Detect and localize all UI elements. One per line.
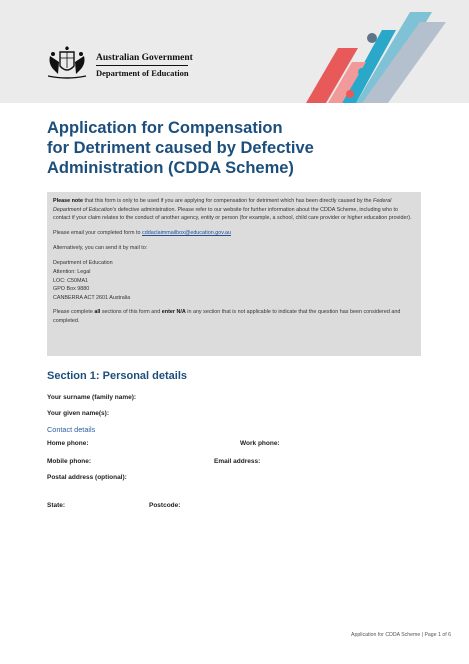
contact-details-heading: Contact details (47, 425, 96, 434)
page-title (47, 118, 427, 178)
government-name: Australian Government (96, 53, 193, 63)
department-name: Department of Education (96, 68, 189, 78)
address-line: GPO Box 9880 (53, 286, 90, 293)
header-banner (0, 0, 469, 103)
postcode-label: Postcode: (149, 502, 181, 509)
title-line: Application for Compensation (47, 119, 283, 137)
work-phone-label: Work phone: (240, 440, 280, 447)
section-1-title: Section 1: Personal details (47, 370, 187, 382)
mailing-address (53, 259, 415, 302)
address-line: Attention: Legal (53, 269, 91, 276)
title-line: Administration (CDDA Scheme) (47, 159, 294, 177)
home-phone-label: Home phone: (47, 440, 89, 447)
email-address-label: Email address: (214, 458, 261, 465)
email-paragraph: Please email your completed form to cddaclaimmailbox@education.gov.au (53, 230, 231, 237)
given-name-label: Your given name(s): (47, 410, 110, 417)
logo-divider (96, 65, 188, 66)
postal-address-label: Postal address (optional): (47, 474, 127, 481)
complete-paragraph: Please complete all sections of this form and enter N/A in any section that is not applicable to indicate that the question has been considered and completed. (53, 309, 401, 325)
state-label: State: (47, 502, 66, 509)
mail-paragraph: Alternatively, you can send it by mail to: (53, 245, 148, 252)
note-bold: Please note (53, 198, 83, 204)
email-link[interactable]: cddaclaimmailbox@education.gov.au (142, 230, 231, 237)
mobile-phone-label: Mobile phone: (47, 458, 92, 465)
note-paragraph: Please note that this form is only to be used if you are applying for compensation for detriment which has been directly caused by the Federal Department of Education's defective administration. Please refer to our website for further information about the CDDA Scheme, including who to contact if your claim relates to the conduct of another agency, entity or person (for example, a school, child care provider or higher education provider). (53, 198, 412, 222)
coat-of-arms-icon (46, 46, 88, 80)
instructions-box (47, 192, 421, 356)
page-footer: Application for CDDA Scheme | Page 1 of 6 (351, 632, 451, 638)
address-line: Department of Education (53, 260, 113, 267)
address-line: CANBERRA ACT 2601 Australia (53, 294, 131, 301)
title-line: for Detriment caused by Defective (47, 139, 314, 157)
surname-label: Your surname (family name): (47, 394, 137, 401)
address-line: LOC: C50MA1 (53, 277, 89, 284)
